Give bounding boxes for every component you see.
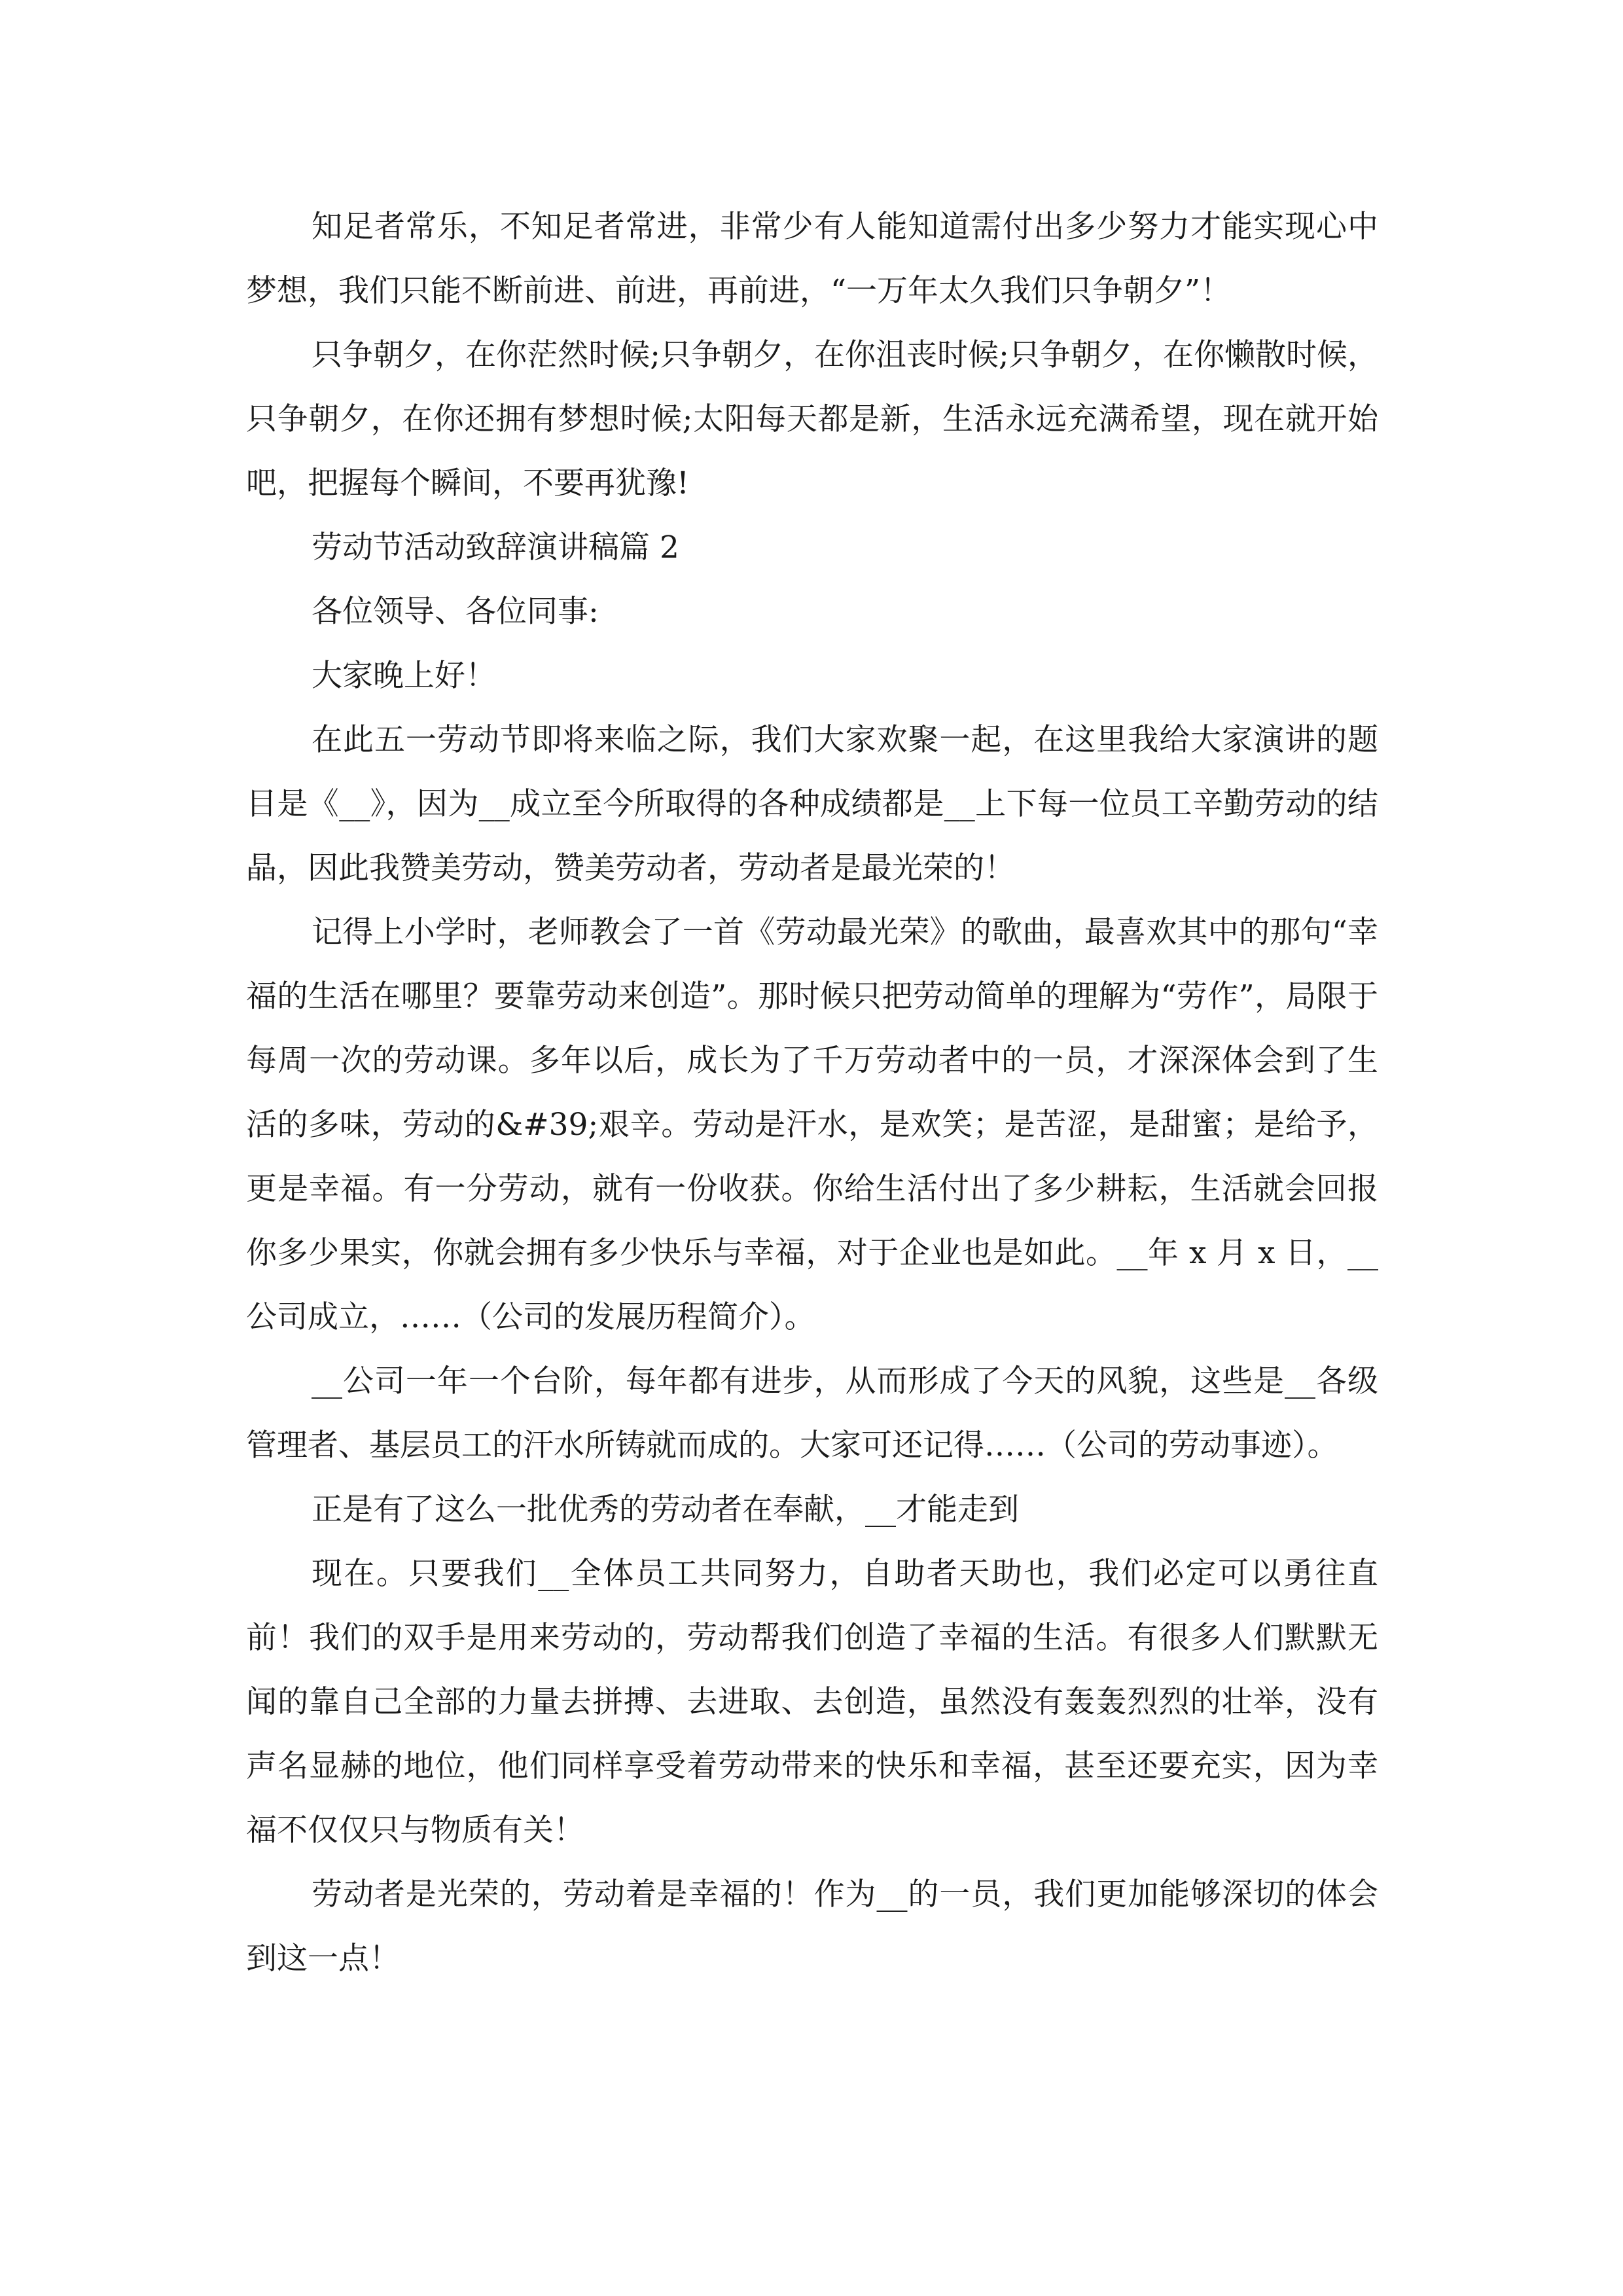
greeting: 大家晚上好！ bbox=[312, 658, 496, 694]
paragraph: 劳动者是光荣的，劳动着是幸福的！作为__的一员，我们更加能够深切的体会到这一点！ bbox=[246, 1876, 1378, 1977]
document-body bbox=[246, 195, 1378, 1991]
section-heading: 劳动节活动致辞演讲稿篇 2 bbox=[312, 529, 679, 565]
paragraph: 在此五一劳动节即将来临之际，我们大家欢聚一起，在这里我给大家演讲的题目是《__》，因为__成立至今所取得的各种成绩都是__上下每一位员工辛勤劳动的结晶，因此我赞美劳动，赞美劳动者，劳动者是最光荣的！ bbox=[246, 722, 1378, 886]
paragraph: __公司一年一个台阶，每年都有进步，从而形成了今天的风貌，这些是__各级管理者、基层员工的汗水所铸就而成的。大家可还记得……（公司的劳动事迹）。 bbox=[246, 1363, 1378, 1463]
paragraph: 知足者常乐，不知足者常进，非常少有人能知道需付出多少努力才能实现心中梦想，我们只能不断前进、前进，再前进，“一万年太久我们只争朝夕”！ bbox=[246, 209, 1378, 309]
salutation: 各位领导、各位同事: bbox=[312, 594, 599, 630]
paragraph: 只争朝夕，在你茫然时候;只争朝夕，在你沮丧时候;只争朝夕，在你懒散时候，只争朝夕，在你还拥有梦想时候;太阳每天都是新，生活永远充满希望，现在就开始吧，把握每个瞬间，不要再犹豫! bbox=[246, 337, 1378, 501]
paragraph: 记得上小学时，老师教会了一首《劳动最光荣》的歌曲，最喜欢其中的那句“幸福的生活在哪里？要靠劳动来创造”。那时候只把劳动简单的理解为“劳作”，局限于每周一次的劳动课。多年以后，成长为了千万劳动者中的一员，才深深体会到了生活的多味，劳动的&#39;艰辛。劳动是汗水，是欢笑；是苦涩，是甜蜜；是给予，更是幸福。有一分劳动，就有一份收获。你给生活付出了多少耕耘，生活就会回报你多少果实，你就会拥有多少快乐与幸福，对于企业也是如此。__年 x 月 x 日，__公司成立，……（公司的发展历程简介）。 bbox=[246, 914, 1378, 1335]
paragraph: 正是有了这么一批优秀的劳动者在奉献，__才能走到 bbox=[312, 1492, 1019, 1528]
paragraph: 现在。只要我们__全体员工共同努力，自助者天助也，我们必定可以勇往直前！我们的双手是用来劳动的，劳动帮我们创造了幸福的生活。有很多人们默默无闻的靠自己全部的力量去拼搏、去进取、去创造，虽然没有轰轰烈烈的壮举，没有声名显赫的地位，他们同样享受着劳动带来的快乐和幸福，甚至还要充实，因为幸福不仅仅只与物质有关！ bbox=[246, 1556, 1378, 1848]
